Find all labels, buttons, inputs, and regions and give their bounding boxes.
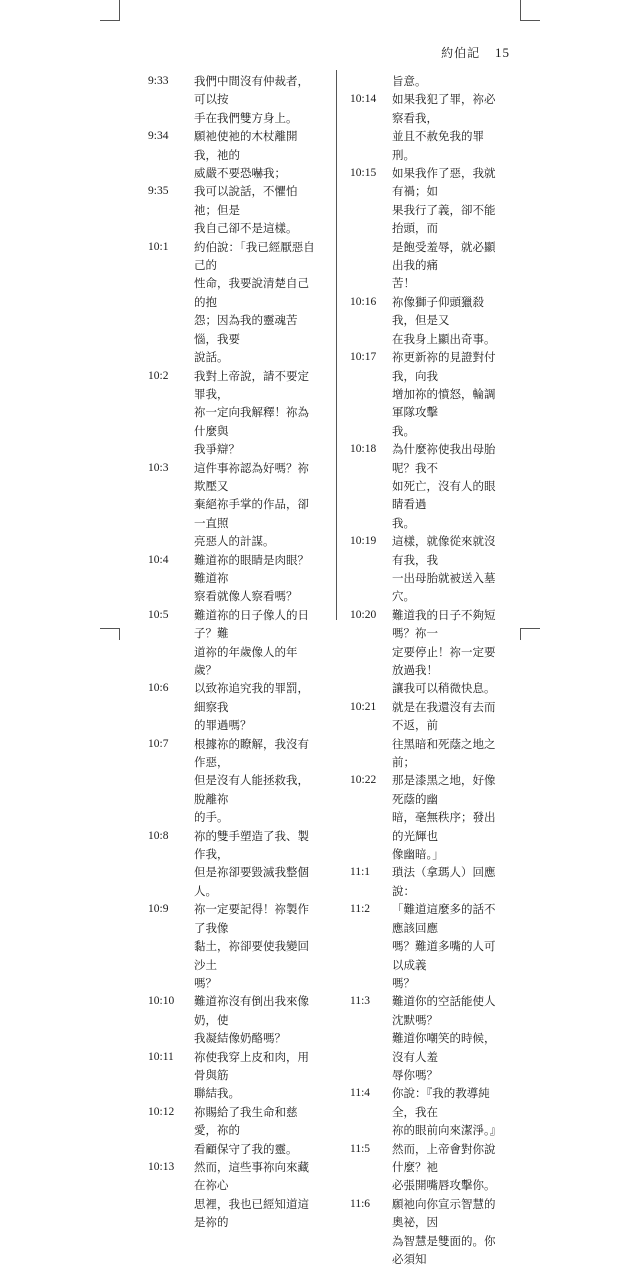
verse-text: 願祂使祂的木杖離開我，祂的 威嚴不要恐嚇我；: [194, 129, 298, 181]
verse-10-12: [148, 1103, 320, 1158]
crop-mark-top-left-h: [100, 20, 120, 21]
crop-mark-top-right-v: [520, 0, 521, 20]
verse-number: 10:12: [148, 1105, 175, 1118]
verse-number: 10:4: [148, 553, 169, 566]
verse-10-2: [148, 367, 320, 459]
verse-number: 10:6: [148, 682, 169, 695]
verse-text: 祢像獅子仰頭獵殺我，但是又 在我身上顯出奇事。: [392, 294, 496, 346]
verse-text: 就是在我還沒有去而不返，前 往黑暗和死蔭之地之前；: [392, 699, 496, 770]
verse-10-9: [148, 900, 320, 992]
verse-10-20: [350, 606, 506, 698]
verse-11-2: [350, 900, 506, 992]
verse-10-10: [148, 992, 320, 1047]
verse-text: 你說：『我的教導純全，我在 祢的眼前向來潔淨。』: [392, 1086, 502, 1138]
verse-10-15: [350, 164, 506, 293]
verse-number: 11:2: [350, 903, 371, 916]
verse-number: 11:6: [350, 1197, 371, 1210]
book-title: 約伯記: [441, 46, 481, 60]
verse-number: 11:1: [350, 866, 371, 879]
verse-number: 10:2: [148, 369, 169, 382]
crop-mark-bottom-right-h: [520, 628, 540, 629]
verse-text: 難道你的空話能使人沈默嗎？ 難道你嘲笑的時候，沒有人羞 辱你嗎？: [392, 994, 496, 1082]
verse-text: 難道祢沒有倒出我來像奶，使 我凝結像奶酪嗎？: [194, 994, 309, 1046]
verse-10-13: [148, 1158, 320, 1232]
verse-text: 祢使我穿上皮和肉，用骨與筋 聯結我。: [194, 1049, 309, 1101]
verse-10-21: [350, 698, 506, 772]
verse-10-16: [350, 293, 506, 348]
verse-text: 「難道這麼多的話不應該回應 嗎？難道多嘴的人可以成義 嗎？: [392, 902, 496, 990]
verse-10-17: [350, 348, 506, 440]
verse-text: 旨意。: [392, 74, 427, 88]
verse-text: 然而，這些事祢向來藏在祢心 思裡，我也已經知道這是祢的: [194, 1159, 309, 1230]
verse-text: 祢一定要記得！祢製作了我像 黏土，祢卻要使我變回沙土 嗎？: [194, 902, 309, 990]
verse-text: 難道祢的眼睛是肉眼？難道祢 察看就像人察看嗎？: [194, 552, 309, 604]
left-column: [148, 72, 320, 1232]
verse-number: 10:14: [350, 93, 377, 106]
crop-mark-bottom-left-h: [100, 628, 120, 629]
verse-9-33: [148, 72, 320, 127]
verse-number: 11:3: [350, 995, 371, 1008]
verse-text: 難道祢的日子像人的日子？難 道祢的年歲像人的年歲？: [194, 607, 309, 677]
verse-text: 祢更新祢的見證對付我，向我 增加祢的憤怒，輪調軍隊攻擊 我。: [392, 350, 496, 438]
verse-10-5: [148, 606, 320, 680]
verse-10-13-continued: [350, 72, 506, 90]
verse-10-19: [350, 532, 506, 606]
verse-text: 那是漆黑之地，好像死蔭的幽 暗，毫無秩序；發出的光輝也 像幽暗。」: [392, 773, 496, 862]
verse-number: 10:11: [148, 1050, 174, 1063]
verse-11-4: [350, 1084, 506, 1139]
verse-11-1: [350, 863, 506, 900]
crop-mark-bottom-left-v: [119, 628, 120, 640]
verse-text: 這樣，就像從來就沒有我，我 一出母胎就被送入墓穴。: [392, 534, 496, 604]
verse-text: 這件事祢認為好嗎？祢欺壓又 棄絕祢手掌的作品，卻一直照 亮惡人的計謀。: [194, 460, 309, 549]
verse-11-3: [350, 992, 506, 1084]
verse-number: 10:20: [350, 608, 377, 621]
verse-number: 10:19: [350, 535, 377, 548]
verse-text: 根據祢的瞭解，我沒有作惡， 但是沒有人能拯救我，脫離祢 的手。: [194, 736, 309, 825]
verse-number: 10:17: [350, 351, 377, 364]
verse-10-22: [350, 771, 506, 863]
verse-number: 10:21: [350, 700, 377, 713]
verse-11-6: [350, 1195, 506, 1268]
verse-number: 10:13: [148, 1160, 175, 1173]
verse-11-5: [350, 1140, 506, 1195]
verse-10-11: [148, 1048, 320, 1103]
verse-text: 如果我犯了罪，祢必察看我， 並且不赦免我的罪刑。: [392, 92, 496, 162]
verse-text: 我們中間沒有仲裁者，可以按 手在我們雙方身上。: [194, 74, 309, 125]
verse-number: 10:3: [148, 461, 169, 474]
verse-text: 願祂向你宣示智慧的奧祕，因 為智慧是雙面的。你必須知: [392, 1196, 496, 1266]
crop-mark-bottom-right-v: [520, 628, 521, 640]
verse-text: 以致祢追究我的罪罰，細察我 的罪過嗎？: [194, 681, 309, 733]
verse-10-3: [148, 459, 320, 551]
crop-mark-top-right-h: [520, 20, 540, 21]
verse-text: 如果我作了惡，我就有禍；如 果我行了義，卻不能抬頭，而 是飽受羞辱，就必顯出我的痛 苦！: [392, 166, 496, 291]
verse-number: 10:18: [350, 443, 377, 456]
verse-number: 10:5: [148, 608, 169, 621]
verse-10-6: [148, 679, 320, 734]
verse-number: 10:22: [350, 774, 377, 787]
verse-text: 難道我的日子不夠短嗎？祢一 定要停止！祢一定要放過我！ 讓我可以稍微快息。: [392, 607, 496, 696]
verse-text: 瑣法（拿瑪人）回應說：: [392, 865, 496, 898]
verse-10-4: [148, 551, 320, 606]
verse-text: 我對上帝說，請不要定罪我， 祢一定向我解釋！祢為什麼與 我爭辯？: [194, 368, 309, 457]
verse-number: 10:8: [148, 829, 169, 842]
verse-10-7: [148, 735, 320, 827]
running-header: [441, 44, 510, 61]
verse-text: 然而，上帝會對你說什麼？祂 必張開嘴唇攻擊你。: [392, 1141, 496, 1193]
verse-number: 10:1: [148, 240, 169, 253]
verse-number: 9:34: [148, 130, 169, 143]
verse-number: 10:15: [350, 167, 377, 180]
verse-text: 我可以說話，不懼怕祂；但是 我自己卻不是這樣。: [194, 184, 298, 236]
verse-10-1: [148, 238, 320, 367]
right-column: [350, 72, 506, 1268]
verse-number: 11:5: [350, 1142, 371, 1155]
page-number: 15: [495, 45, 510, 60]
verse-text: 祢賜給了我生命和慈愛，祢的 看顧保守了我的靈。: [194, 1104, 298, 1156]
column-divider: [336, 70, 337, 620]
verse-number: 10:9: [148, 903, 169, 916]
verse-number: 10:10: [148, 995, 175, 1008]
verse-9-35: [148, 182, 320, 237]
verse-number: 9:35: [148, 185, 169, 198]
verse-number: 9:33: [148, 75, 169, 87]
verse-number: 10:7: [148, 737, 169, 750]
verse-number: 10:16: [350, 295, 377, 308]
verse-text: 約伯說：「我已經厭惡自己的 性命，我要說清楚自己的抱 怨；因為我的靈魂苦惱，我要 說話。: [194, 239, 315, 365]
verse-number: 11:4: [350, 1087, 371, 1100]
verse-text: 祢的雙手塑造了我、製作我， 但是祢卻要毀滅我整個人。: [194, 828, 309, 898]
verse-9-34: [148, 127, 320, 182]
verse-10-14: [350, 90, 506, 164]
verse-10-8: [148, 827, 320, 901]
verse-10-18: [350, 440, 506, 532]
verse-text: 為什麼祢使我出母胎呢？我不 如死亡，沒有人的眼睛看過 我。: [392, 442, 496, 530]
crop-mark-top-left-v: [119, 0, 120, 20]
